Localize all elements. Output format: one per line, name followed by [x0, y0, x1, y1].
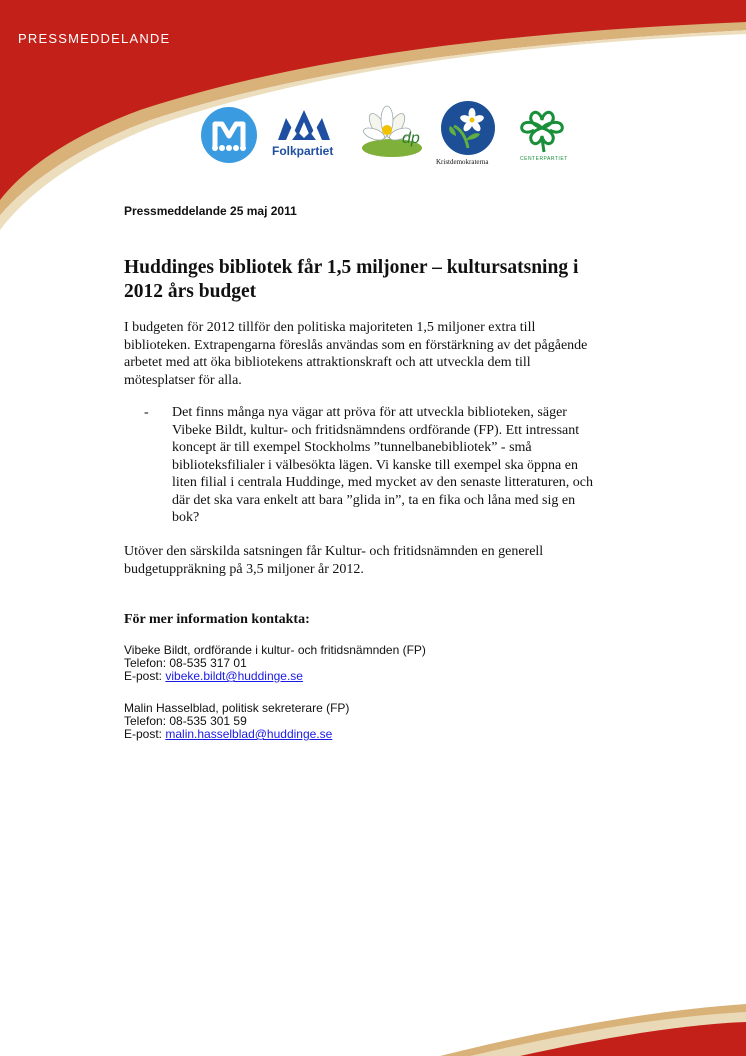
email-link[interactable]: malin.hasselblad@huddinge.se	[165, 727, 333, 741]
kristdemokraterna-logo	[436, 100, 496, 166]
email-label: E-post:	[124, 727, 166, 741]
dp-logo	[356, 100, 426, 165]
contact-phone: Telefon: 08-535 301 59	[124, 714, 247, 728]
email-label: E-post:	[124, 669, 166, 683]
contact-phone: Telefon: 08-535 317 01	[124, 656, 247, 670]
contact-name: Vibeke Bildt, ordförande i kultur- och fritidsnämnden (FP)	[124, 643, 426, 657]
contact-name: Malin Hasselblad, politisk sekreterare (FP)	[124, 701, 350, 715]
centerpartiet-caption: CENTERPARTIET	[520, 156, 568, 162]
email-link[interactable]: vibeke.bildt@huddinge.se	[165, 669, 303, 683]
party-logos	[0, 96, 746, 176]
intro-paragraph: I budgeten för 2012 tillför den politiska majoriteten 1,5 miljoner extra till biblioteken. Extrapengarna föreslås användas som en förstärkning av det pågående arbetet med att öka bibliotekens attraktionskraft och att utveckla dem till mötesplatser för alla.	[124, 320, 588, 388]
contact-email-line	[124, 670, 594, 683]
folkpartiet-logo	[272, 104, 336, 158]
contact-block-vibeke	[124, 644, 594, 683]
folkpartiet-caption: Folkpartiet	[272, 144, 334, 158]
centerpartiet-logo	[514, 104, 570, 161]
contact-block-malin	[124, 702, 594, 741]
footer-swoosh	[0, 996, 746, 1056]
kristdemokraterna-caption: Kristdemokraterna	[436, 158, 489, 166]
anemone-icon	[440, 100, 496, 156]
press-release-dateline: Pressmeddelande 25 maj 2011	[124, 204, 297, 218]
quote-dash: -	[144, 405, 149, 420]
contact-email-line	[124, 728, 594, 741]
moderaterna-logo	[200, 106, 258, 169]
banner-title: PRESSMEDDELANDE	[18, 31, 171, 46]
headline: Huddinges bibliotek får 1,5 miljoner – kultursatsning i 2012 års budget	[124, 257, 579, 302]
moderaterna-m-icon	[200, 106, 258, 164]
quote-text: Det finns många nya vägar att pröva för att utveckla biblioteken, säger Vibeke Bildt, kultur- och fritidsnämndens ordförande (FP). Ett intressant koncept är till exempel Stockholms ”tunnelbanebibliotek” - små biblioteksfilialer i välbesökta lägen. Vi kanske till exempel ska öppna en liten filial i centrala Huddinge, med mycket av den senaste litteraturen, och där det ska vara enkelt att bara ”glida in”, ta en fika och låna med sig en bok?	[172, 405, 594, 525]
budget-paragraph: Utöver den särskilda satsningen får Kultur- och fritidsnämnden en generell budgetuppräkning på 3,5 miljoner år 2012.	[124, 544, 544, 577]
contact-heading: För mer information kontakta:	[124, 612, 310, 627]
dp-caption: dp	[402, 130, 420, 147]
four-leaf-clover-icon	[514, 104, 570, 156]
cornflower-icon	[272, 104, 336, 144]
